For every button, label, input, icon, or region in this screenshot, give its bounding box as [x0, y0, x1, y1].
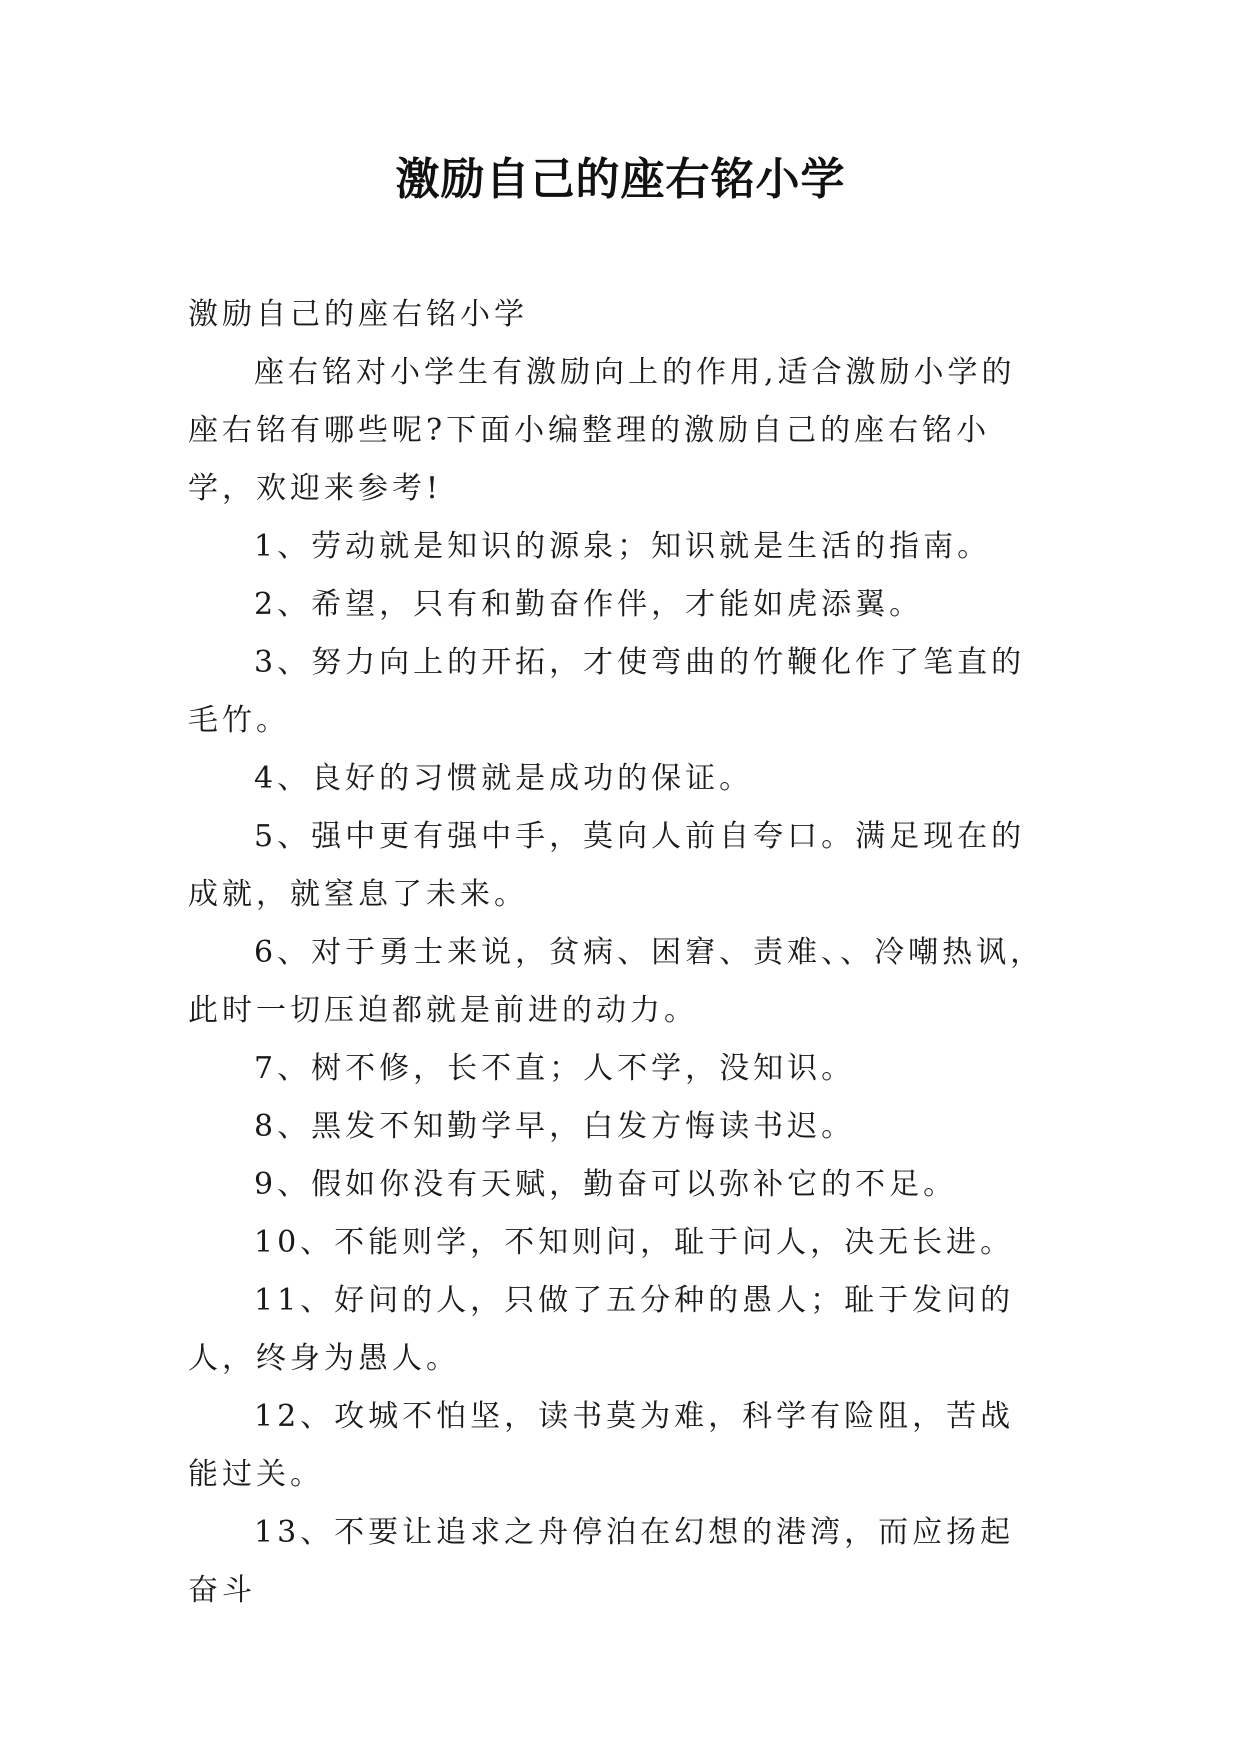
motto-item-12: 12、攻城不怕坚，读书莫为难，科学有险阻，苦战能过关。: [188, 1399, 1015, 1492]
document-subtitle: 激励自己的座右铭小学: [188, 297, 528, 332]
motto-item-8: 8、黑发不知勤学早，白发方悔读书迟。: [254, 1109, 856, 1144]
motto-item-4: 4、良好的习惯就是成功的保证。: [254, 761, 754, 796]
motto-item-5: 5、强中更有强中手，莫向人前自夸口。满足现在的成就，就窒息了未来。: [188, 819, 1026, 912]
motto-item-1: 1、劳动就是知识的源泉；知识就是生活的指南。: [254, 529, 992, 564]
motto-item-13: 13、不要让追求之舟停泊在幻想的港湾，而应扬起奋斗: [188, 1515, 1015, 1608]
document-title: 激励自己的座右铭小学: [395, 154, 846, 205]
document-body: [188, 286, 1048, 1620]
motto-item-10: 10、不能则学，不知则问，耻于问人，决无长进。: [254, 1225, 1015, 1260]
motto-item-9: 9、假如你没有天赋，勤奋可以弥补它的不足。: [254, 1167, 958, 1202]
motto-item-2: 2、希望，只有和勤奋作伴，才能如虎添翼。: [254, 587, 924, 622]
motto-item-6: 6、对于勇士来说，贫病、困窘、责难、、冷嘲热讽，此时一切压迫都就是前进的动力。: [188, 935, 1045, 1028]
motto-item-7: 7、树不修，长不直；人不学，没知识。: [254, 1051, 856, 1086]
motto-item-3: 3、努力向上的开拓，才使弯曲的竹鞭化作了笔直的毛竹。: [188, 645, 1026, 738]
intro-paragraph: 座右铭对小学生有激励向上的作用,适合激励小学的座右铭有哪些呢?下面小编整理的激励自己的座右铭小学，欢迎来参考!: [188, 355, 1016, 506]
motto-item-11: 11、好问的人，只做了五分种的愚人；耻于发问的人，终身为愚人。: [188, 1283, 1015, 1376]
